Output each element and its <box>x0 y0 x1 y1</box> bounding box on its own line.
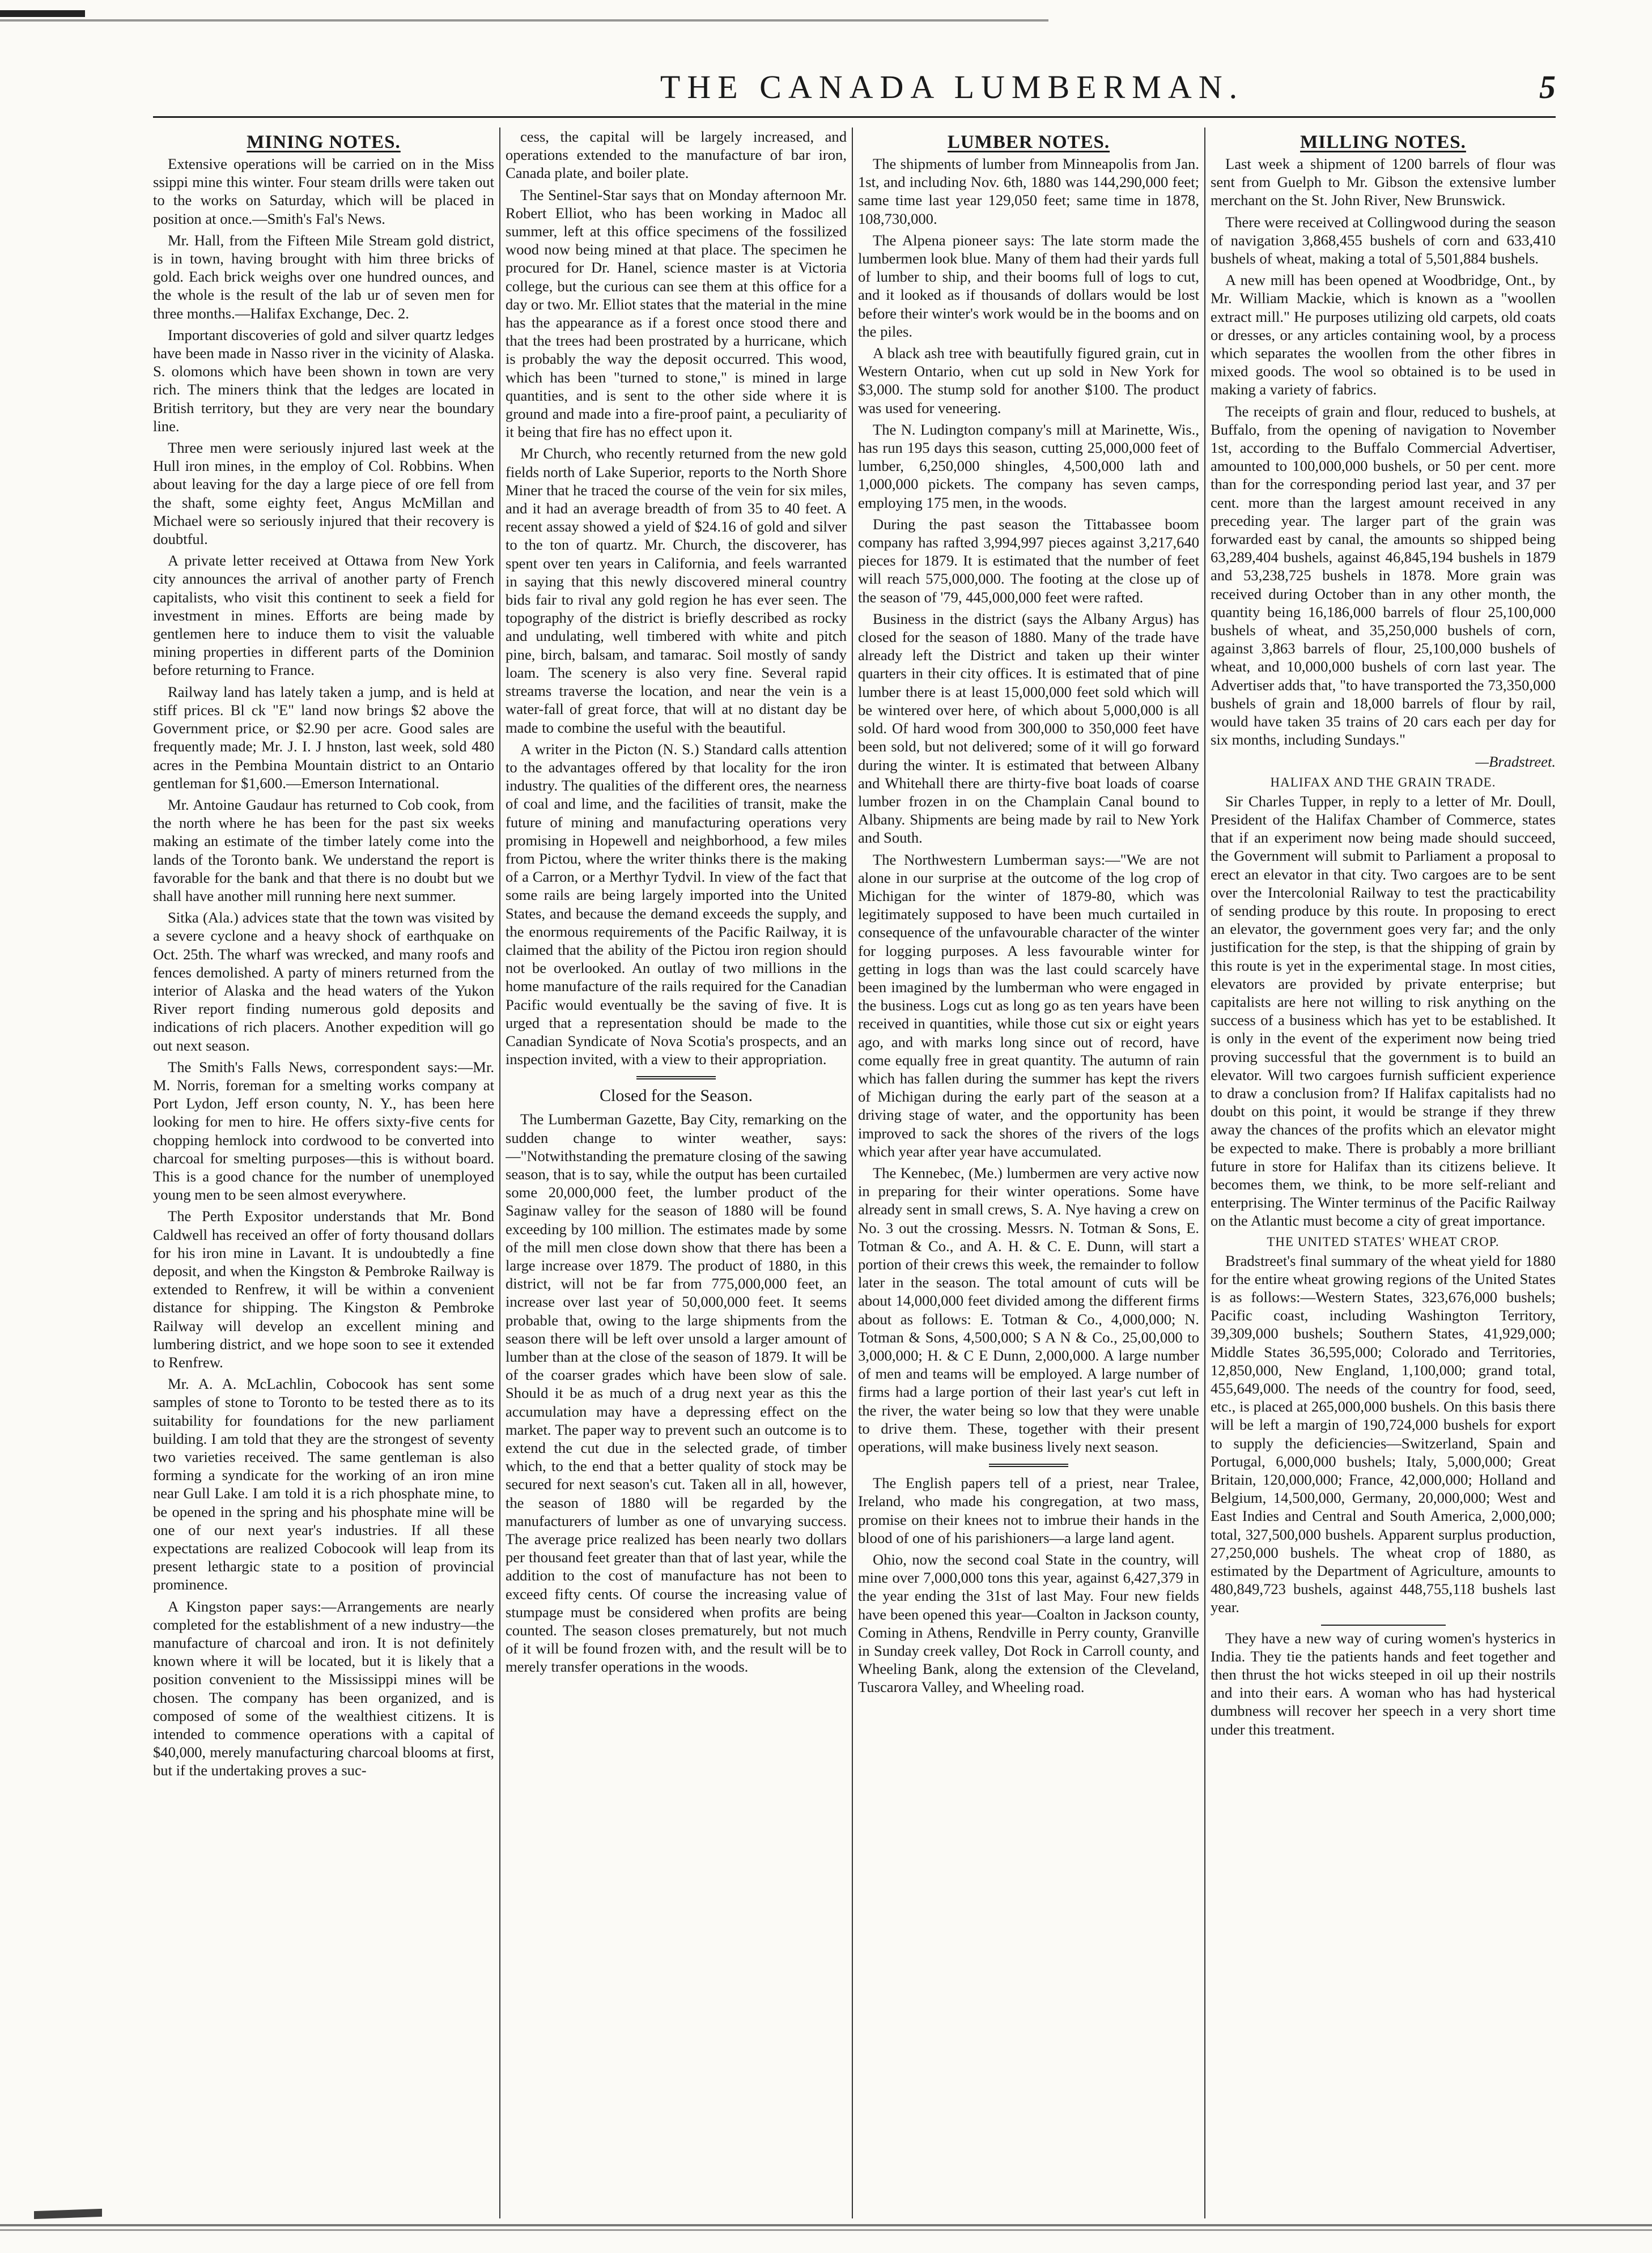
paragraph: Bradstreet's final summary of the wheat yield for 1880 for the entire wheat growing regions of the United States is as follows:—Western States, 323,676,000 bushels; Pacific coast, including Washington Territory, 39,309,000 bushels; Southern States, 41,929,000; Middle States 36,595,000; Colorado and Territories, 12,850,000, New England, 1,100,000; grand total, 455,649,000. The needs of the country for food, seed, etc., is placed at 265,000,000 bushels. On this basis there will be left a margin of 190,724,000 bushels for export to supply the deficiencies—Switzerland, Spain and Portugal, 6,000,000 bushels; Italy, 5,000,000; Great Britain, 120,000,000; France, 42,000,000; Holland and Belgium, 14,500,000, Germany, 20,000,000; West and East Indies and Central and South America, 2,000,000; total, 327,500,000 bushels. Apparent surplus production, 27,250,000 bushels. The wheat crop of 1880, as estimated by the Department of Agriculture, amounts to 480,849,723 bushels, against 448,755,118 bushels last year. <box>1211 1252 1556 1616</box>
paragraph: A black ash tree with beautifully figured grain, cut in Western Ontario, when cut up sold in New York for $3,000. The stump sold for another $100. The product was used for veneering. <box>858 345 1199 416</box>
scan-artifact-line <box>0 19 1048 22</box>
paragraph: Mr. Hall, from the Fifteen Mile Stream gold district, is in town, having brought with him three bricks of gold. Each brick weighs over one hundred ounces, and the whole is the result of the lab ur of seven men for three months.—Halifax Exchange, Dec. 2. <box>153 231 494 322</box>
subsection-heading: HALIFAX AND THE GRAIN TRADE. <box>1270 775 1496 789</box>
paragraph: The Lumberman Gazette, Bay City, remarking on the sudden change to winter weather, says:—"Notwithstanding the premature closing of the sawing season, that is to say, while the output has been curtailed some 20,000,000 feet, the lumber product of the Saginaw valley for the season of 1880 will be found exceeding by 100 million. The estimates made by some of the mill men close down show that there has been a large increase over 1879. The product of 1880, in this district, will not be far from 775,000,000 feet, an increase over last year of 50,000,000 feet. It seems probable that, owing to the large shipments from the season there will be left over unsold a larger amount of lumber than at the close of the season of 1879. It will be of the coarser grades which have been slow of sale. Should it be as much of a drug next year as this the accumulation may have a depressing effect on the market. The paper way to prevent such an outcome is to extend the cut due in the selected grade, of timber which, to the end that a better quality of stock may be secured for next season's cut. Taken all in all, however, the season of 1880 will be regarded by the manufacturers of lumber as one of unvarying success. The average price realized has been nearly two dollars per thousand feet greater than that of last year, while the addition to the cost of manufacture has not been to exceed fifty cents. Of course the increasing value of stumpage must be considered when profits are being counted. The season closes prematurely, but not much of it will be found frozen with, and the result will be to merely transfer operations in the woods. <box>506 1111 847 1676</box>
subsection-heading: THE UNITED STATES' WHEAT CROP. <box>1267 1234 1500 1249</box>
paragraph: Ohio, now the second coal State in the country, will mine over 7,000,000 tons this year, against 6,427,379 in the year ending the 31st of last May. Four new fields have been opened this year—Coalton in Jackson county, Coming in Athens, Rendville in Perry county, Granville in Sunday creek valley, Dot Rock in Carroll county, and Wheeling Bank, along the extension of the Cleveland, Tuscarora Valley, and Wheeling road. <box>858 1551 1199 1696</box>
column-milling-notes <box>1211 127 1556 2218</box>
article-body <box>858 1474 1199 1696</box>
paragraph: The Northwestern Lumberman says:—"We are not alone in our surprise at the outcome of the log crop of Michigan for the winter of 1879-80, which was legitimately supposed to have been much curtailed in consequence of the unfavourable character of the winter for logging purposes. A less favourable winter for getting in logs than was the last could scarcely have been imagined by the lumberman who were engaged in the business. Logs cut as long go as ten years have been received in quantities, while those cut six or eight years ago, and with marks long since out of record, have come equally free in great quantity. The autumn of rain which has fallen during the summer has kept the rivers of Michigan during the early part of the season at a driving stage of water, and the opportunity has been improved to sack the shores of the rivers of the logs which year after year have accumulated. <box>858 851 1199 1160</box>
page-number: 5 <box>1539 69 1556 105</box>
paragraph: Mr. A. A. McLachlin, Cobocook has sent some samples of stone to Toronto to be tested there as to its suitability for foundations for the new parliament building. I am told that they are the strongest of seventy two varieties received. The same gentleman is also forming a syndicate for the working of an iron mine near Gull Lake. I am told it is a rich phosphate mine, to be opened in the spring and his phosphate mine will be one of our next year's industries. If all these expectations are realized Cobocook will leap from its present lethargic state to a position of provincial prominence. <box>153 1375 494 1593</box>
paragraph: A private letter received at Ottawa from New York city announces the arrival of another party of French capitalists, who visit this continent to seek a field for investment in mines. Efforts are being made by gentlemen here to induce them to visit the valuable mining properties in different parts of the Dominion before returning to France. <box>153 552 494 679</box>
article-body <box>1211 155 1556 771</box>
column-rule <box>1204 127 1205 2218</box>
paragraph: Important discoveries of gold and silver quartz ledges have been made in Nasso river in the vicinity of Alaska. S. olomons which have been shown in town are very rich. The miners think that the ledges are located in British territory, but they are very near the boundary line. <box>153 326 494 435</box>
paragraph: The shipments of lumber from Minneapolis from Jan. 1st, and including Nov. 6th, 1880 was 144,290,000 feet; same time last year 129,050 feet; same time in 1878, 108,730,000. <box>858 155 1199 227</box>
running-head <box>0 68 1652 113</box>
header-rule <box>153 116 1556 118</box>
attribution: —Bradstreet. <box>1475 753 1556 770</box>
paragraph: The receipts of grain and flour, reduced to bushels, at Buffalo, from the opening of navigation to November 1st, according to the Buffalo Commercial Advertiser, amounted to 100,000,000 bushels, or 50 per cent. more than for the corresponding period last year, and 37 per cent. more than the largest amount received in any preceding year. The larger part of the grain was forwarded east by canal, the amounts so shipped being 63,289,404 bushels, against 46,845,194 bushels in 1879 and 53,238,725 bushels in 1878. More grain was received during October than in any other month, the quantity being 16,186,000 barrels of flour 25,100,000 bushels of wheat, and 35,250,000 bushels of corn, against 3,863 barrels of flour, 25,100,000 bushels of wheat, and 10,000,000 bushels of corn last year. The Advertiser adds that, "to have transported the 73,350,000 bushels of grain and 18,000 barrels of flour by rail, would have taken 35 trains of 20 cars each per day for six months, including Sundays." <box>1211 402 1556 749</box>
paragraph: Railway land has lately taken a jump, and is held at stiff prices. Bl ck "E" land now brings $2 above the Government price, or $2.90 per acre. Good sales are frequently made; Mr. J. I. J hnston, last week, sold 480 acres in the Pembina Mountain district to an Ontario gentleman for $1,600.—Emerson International. <box>153 683 494 792</box>
paragraph: Three men were seriously injured last week at the Hull iron mines, in the employ of Col. Robbins. When about leaving for the day a large piece of ore fell from the shaft, some eighty feet, Angus McMillan and Michael were so seriously injured that their recovery is doubtful. <box>153 439 494 548</box>
section-separator <box>1321 1625 1446 1626</box>
paragraph: They have a new way of curing women's hysterics in India. They tie the patients hands and feet together and then thrust the hot wicks steeped in oil up their nostrils and into their ears. A woman who has had hysterical dumbness will recover her speech in a very short time under this treatment. <box>1211 1629 1556 1738</box>
paragraph: cess, the capital will be largely increased, and operations extended to the manufacture of bar iron, Canada plate, and boiler plate. <box>506 128 847 182</box>
scan-artifact-mark <box>0 10 85 17</box>
paragraph: A new mill has been opened at Woodbridge, Ont., by Mr. William Mackie, which is known as a "woollen extract mill." He purposes utilizing old carpets, old coats or dresses, or any articles containing wool, by a process which separates the woollen from the other fibres in mixed goods. The wool so obtained is to be used in making a variety of fabrics. <box>1211 271 1556 398</box>
masthead-title: THE CANADA LUMBERMAN. <box>660 69 1245 105</box>
paragraph: Mr. Antoine Gaudaur has returned to Cob cook, from the north where he has been for the past six weeks making an estimate of the timber lately come into the lands of the Toronto bank. We understand the report is favorable for the bank and that there is no doubt but we shall have another mill running here next summer. <box>153 796 494 904</box>
paragraph: A writer in the Picton (N. S.) Standard calls attention to the advantages offered by that locality for the iron industry. The qualities of the different ores, the nearness of coal and lime, and the facilities of transit, make the future of mining and manufacturing operations very promising in Hopewell and neighborhood, a few miles from Pictou, where the writer thinks there is the making of a Carron, or a Merthyr Tydvil. In view of the fact that some rails are being largely imported into the United States, and because the demand exceeds the supply, and the enormous requirements of the Pacific Railway, it is claimed that the ability of the Pictou iron region should not be overlooked. An outlay of two millions in the home manufacture of the rails required for the Canadian Pacific would eventually be the saving of five. It is urged that a representation should be made to the Canadian Syndicate of Nova Scotia's prospects, and an inspection invited, with a view to their appropriation. <box>506 740 847 1068</box>
paragraph: During the past season the Tittabassee boom company has rafted 3,994,997 pieces against 3,217,640 pieces for 1879. It is estimated that the number of feet will reach 575,000,000. The footing at the close up of the season of '79, 445,000,000 feet were rafted. <box>858 515 1199 606</box>
paragraph: The English papers tell of a priest, near Tralee, Ireland, who made his congregation, at two mass, promise on their knees not to imbrue their hands in the blood of one of his parishioners—a large land agent. <box>858 1474 1199 1546</box>
paragraph: Mr Church, who recently returned from the new gold fields north of Lake Superior, reports to the North Shore Miner that he traced the course of the vein for six miles, and it had an average breadth of from 35 to 40 feet. A recent assay showed a yield of $24.16 of gold and silver to the ton of quartz. Mr. Church, the discoverer, has spent over ten years in California, and feels warranted in saying that this newly discovered mineral country bids fair to rival any gold region he has ever seen. The topography of the district is briefly described as rocky and undulating, well timbered with white and pitch pine, birch, balsam, and tamarac. Soil mostly of sandy loam. The scenery is also very fine. Several rapid streams traverse the location, and near the vein is a water-fall of great force, that will at no distant day be made to combine the useful with the beautiful. <box>506 445 847 736</box>
column-mining-notes <box>153 127 494 2218</box>
paragraph: The N. Ludington company's mill at Marinette, Wis., has run 195 days this season, cutting 25,000,000 feet of lumber, 6,250,000 shingles, 4,500,000 lath and 1,000,000 pickets. The company has seven camps, employing 175 men, in the woods. <box>858 420 1199 511</box>
paragraph: The Kennebec, (Me.) lumbermen are very active now in preparing for their winter operations. Some have already sent in small crews, S. A. Nye having a crew on No. 3 out the crossing. Messrs. N. Totman & Sons, E. Totman & Co., and A. H. & C. E. Dunn, will start a portion of their crews this week, the remainder to follow later in the season. The total amount of cuts will be about 14,000,000 feet divided among the different firms about as follows: E. Totman & Co., 4,000,000; N. Totman & Sons, 4,500,000; S A N & Co., 25,00,000 to 3,000,000; H. & C E Dunn, 2,000,000. A large number of men and teams will be employed. A large number of firms had a large portion of their last year's cut left in the river, the water being so low that they were unable to drive them. These, together with their present operations, will make business lively next season. <box>858 1164 1199 1456</box>
paragraph: There were received at Collingwood during the season of navigation 3,868,455 bushels of corn and 633,410 bushels of wheat, making a total of 5,501,884 bushels. <box>1211 213 1556 267</box>
paragraph: The Smith's Falls News, correspondent says:—Mr. M. Norris, foreman for a smelting works company at Port Lydon, Jeff erson county, N. Y., has been here looking for men to hire. He offers sixty-five cents for chopping hemlock into cordwood to be converted into charcoal for smelting purposes—this is without board. This is a good chance for the number of unemployed young men to be seen almost everywhere. <box>153 1058 494 1204</box>
column-rule <box>499 127 500 2218</box>
article-body <box>1211 1252 1556 1617</box>
article-body <box>1211 792 1556 1230</box>
paragraph: Sir Charles Tupper, in reply to a letter of Mr. Doull, President of the Halifax Chamber of Commerce, states that if an experiment now being made should succeed, the Government will submit to Parliament a proposal to erect an elevator in that city. Two cargoes are to be sent over the Intercolonial Railway to test the practicability of sending produce by this route. In proposing to erect an elevator, the government goes very far; and the only justification for the step, is that the shipping of grain by this route is yet in the experimental stage. In most cities, elevators are provided by private enterprise; but capitalists are here not willing to risk anything on the success of a business which has yet to be established. It is only in the event of the experiment now being tried proving successful that the government is to build an elevator. Will two cargoes furnish sufficient experience to draw a conclusion from? If Halifax capitalists had no doubt on this point, it would be strange if they threw away the chances of the profits which an elevator might be expected to make. There is probably a more brilliant future in store for Halifax than its citizens believe. It becomes them, we think, to be more self-reliant and enterprising. The Winter terminus of the Pacific Railway on the Atlantic must become a city of great importance. <box>1211 792 1556 1230</box>
column-continued <box>506 127 847 2218</box>
paragraph: Last week a shipment of 1200 barrels of flour was sent from Guelph to Mr. Gibson the extensive lumber merchant on the St. John River, New Brunswick. <box>1211 155 1556 209</box>
paragraph: Sitka (Ala.) advices state that the town was visited by a severe cyclone and a heavy shock of earthquake on Oct. 25th. The wharf was wrecked, and many roofs and fences demolished. A party of miners returned from the interior of Alaska and the head waters of the Yukon River report finding numerous gold deposits and indications of rich placers. Another expedition will go out next season. <box>153 909 494 1054</box>
section-heading: MILLING NOTES. <box>1300 132 1466 152</box>
section-separator <box>636 1076 716 1079</box>
bottom-rule <box>0 2224 1652 2226</box>
paragraph: Business in the district (says the Albany Argus) has closed for the season of 1880. Many of the trade have already left the District and taken up their winter quarters in their city offices. It is estimated that of pine lumber there is at least 15,000,000 feet sold which will be wintered over here, of which about 5,000,000 is all sold. Of hard wood from 300,000 to 350,000 feet have been sold, but not delivered; some of it will go forward during the winter. It is estimated that between Albany and Whitehall there are thirty-five boat loads of coarse lumber frozen in on the Champlain Canal bound to Albany. Shipments are being made by rail to New York and South. <box>858 610 1199 847</box>
section-separator <box>989 1464 1068 1467</box>
section-heading: MINING NOTES. <box>247 132 401 152</box>
section-heading: Closed for the Season. <box>600 1086 753 1106</box>
column-rule <box>852 127 853 2218</box>
article-body <box>1211 1629 1556 1738</box>
scan-artifact-mark <box>34 2209 102 2219</box>
bottom-rule <box>0 2229 1652 2231</box>
paragraph: The Alpena pioneer says: The late storm made the lumbermen look blue. Many of them had their yards full of lumber to ship, and their booms full of logs to cut, and it looked as if thousands of dollars would be lost before their winter's work would be in the booms and on the piles. <box>858 231 1199 340</box>
section-heading: LUMBER NOTES. <box>947 132 1110 152</box>
column-lumber-notes <box>858 127 1199 2218</box>
article-body <box>506 1110 847 1676</box>
paragraph: A Kingston paper says:—Arrangements are nearly completed for the establishment of a new industry—the manufacture of charcoal and iron. It is not definitely known where it will be located, but it is likely that a position convenient to the Mississippi mines will be chosen. The company has been organized, and is composed of some of the wealthiest citizens. It is intended to commence operations with a capital of $40,000, merely manufacturing charcoal blooms at first, but if the undertaking proves a suc- <box>153 1597 494 1779</box>
article-body <box>506 127 847 1068</box>
article-body <box>858 155 1199 1456</box>
paragraph: The Perth Expositor understands that Mr. Bond Caldwell has received an offer of forty thousand dollars for his iron mine in Lavant. It is undoubtedly a fine deposit, and when the Kingston & Pembroke Railway is extended to Renfrew, it will be within a convenient distance for shipping. The Kingston & Pembroke Railway will develop an excellent mining and lumbering district, and we hope soon to see it extended to Renfrew. <box>153 1208 494 1371</box>
paragraph: Extensive operations will be carried on in the Miss ssippi mine this winter. Four steam drills were taken out to the works on Saturday, which will be placed in position at once.—Smith's Fal's News. <box>153 155 494 227</box>
article-body <box>153 155 494 1780</box>
paragraph: The Sentinel-Star says that on Monday afternoon Mr. Robert Elliot, who has been working in Madoc all summer, left at this office specimens of the fossilized wood now being mined at that place. The specimen he procured for Dr. Hanel, science master is at Victoria college, but the curious can see them at this office for a day or two. Mr. Elliot states that the material in the mine has the appearance as if a forest once stood there and that the trees had been prostrated by a hurricane, which is probably the way the deposit occurred. This wood, which has been "turned to stone," is mined in large quantities, and is sent to the other side where it is ground and made into a fire-proof paint, a peculiarity of it being that fire has no effect upon it. <box>506 186 847 441</box>
